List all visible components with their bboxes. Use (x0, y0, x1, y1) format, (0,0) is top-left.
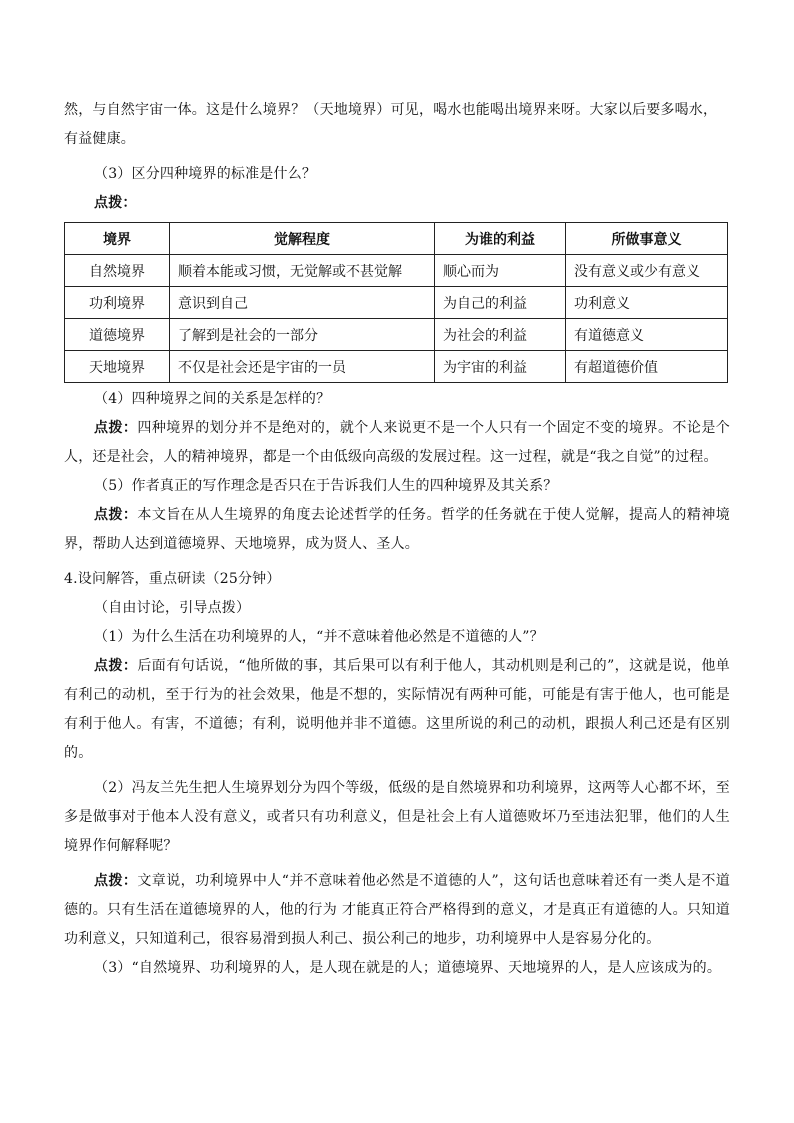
sub-question-1: （1）为什么生活在功利境界的人，“并不意味着他必然是不道德的人”？ (94, 629, 544, 645)
section-4-note: （自由讨论，引导点拨） (94, 600, 251, 616)
table-header-cell: 觉解程度 (170, 223, 435, 255)
table-cell: 没有意义或少有意义 (566, 255, 728, 287)
table-cell: 功利境界 (65, 287, 170, 319)
answer-text: 本文旨在从人生境界的角度去论述哲学的任务。哲学的任务就在于使人觉解，提高人的精神境界，帮助人达到道德境界、天地境界，成为贤人、圣人。 (64, 507, 730, 552)
question-4: （4）四种境界之间的关系是怎样的？ (94, 391, 331, 407)
table-cell: 天地境界 (65, 351, 170, 383)
table-header-row (65, 223, 728, 255)
answer-4 (64, 414, 730, 472)
hint-label: 点拨： (94, 873, 138, 889)
table-cell: 自然境界 (65, 255, 170, 287)
table-cell: 意识到自己 (170, 287, 435, 319)
answer-text: 后面有句话说，“他所做的事，其后果可以有利于他人，其动机则是利己的”，这就是说，他单有利己的动机，至于行为的社会效果，他是不想的，实际情况有两种可能，可能是有害于他人，也可能是有利于他人。有害，不道德；有利，说明他并非不道德。这里所说的利己的动机，跟损人利己还是有区别的。 (64, 658, 730, 761)
sub-question-2: （2）冯友兰先生把人生境界划分为四个等级，低级的是自然境界和功利境界，这两等人心都不坏，至多是做事对于他本人没有意义，或者只有功利意义，但是社会上有人道德败坏乃至违法犯罪，他们的人生境界作何解释呢？ (64, 780, 730, 854)
table-cell: 功利意义 (566, 287, 728, 319)
hint-label: 点拨： (94, 195, 137, 211)
table-header-cell: 境界 (65, 223, 170, 255)
table-header-cell: 为谁的利益 (435, 223, 566, 255)
hint-label: 点拨： (94, 658, 138, 674)
paragraph-continuation-line1: 然，与自然宇宙一体。这是什么境界？（天地境界）可见，喝水也能喝出境界来呀。大家以后要多喝水， (64, 102, 718, 118)
table-row (65, 351, 728, 383)
table-cell: 了解到是社会的一部分 (170, 319, 435, 351)
table-cell: 有超道德价值 (566, 351, 728, 383)
table-cell: 有道德意义 (566, 319, 728, 351)
table-row (65, 255, 728, 287)
table-cell: 顺着本能或习惯，无觉解或不甚觉解 (170, 255, 435, 287)
section-4-heading: 4.设问解答，重点研读（25分钟） (64, 571, 281, 587)
sub-question-3: （3）“自然境界、功利境界的人，是人现在就是的人；道德境界、天地境界的人，是人应该成为的。 (94, 960, 722, 976)
hint-label: 点拨： (94, 507, 138, 523)
realms-table (64, 222, 728, 383)
table-row (65, 319, 728, 351)
hint-label: 点拨： (94, 420, 138, 436)
document-body (64, 96, 730, 983)
table-header-cell: 所做事意义 (566, 223, 728, 255)
answer-text: 文章说，功利境界中人“并不意味着他必然是不道德的人”，这句话也意味着还有一类人是不道德的。只有生活在道德境界的人，他的行为 才能真正符合严格得到的意义，才是真正有道德的人。只知道功利意义，只知道利己，很容易滑到损人利己、损公利己的地步，功利境界中人是容易分化的。 (64, 873, 730, 947)
table-cell: 为自己的利益 (435, 287, 566, 319)
answer-5 (64, 501, 730, 559)
table-cell: 不仅是社会还是宇宙的一员 (170, 351, 435, 383)
table-cell: 为社会的利益 (435, 319, 566, 351)
paragraph-continuation-line2: 有益健康。 (64, 131, 135, 147)
question-3: （3）区分四种境界的标准是什么？ (94, 166, 317, 182)
table-row (65, 287, 728, 319)
sub-answer-1 (64, 652, 730, 768)
sub-answer-2 (64, 867, 730, 954)
table-cell: 道德境界 (65, 319, 170, 351)
table-cell: 为宇宙的利益 (435, 351, 566, 383)
table-cell: 顺心而为 (435, 255, 566, 287)
question-5: （5）作者真正的写作理念是否只在于告诉我们人生的四种境界及其关系？ (94, 478, 558, 494)
answer-text: 四种境界的划分并不是绝对的，就个人来说更不是一个人只有一个固定不变的境界。不论是个人，还是社会，人的精神境界，都是一个由低级向高级的发展过程。这一过程，就是“我之自觉”的过程。 (64, 420, 730, 465)
